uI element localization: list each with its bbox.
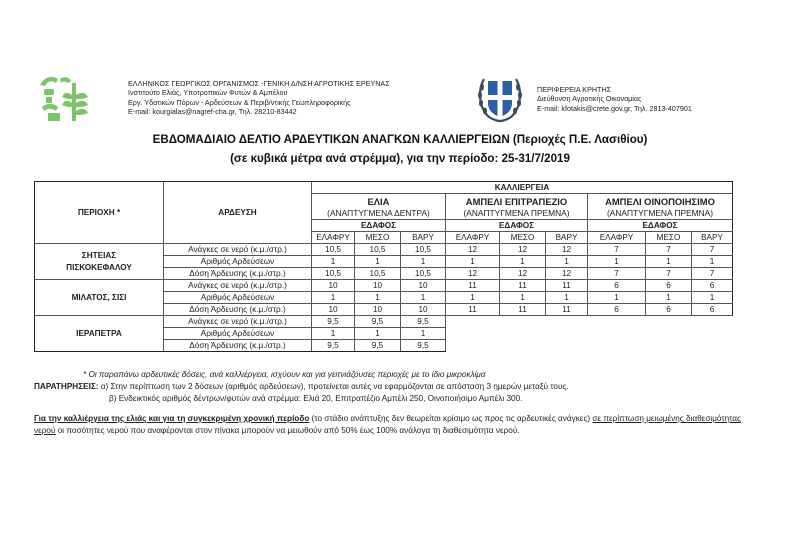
cell: 12 [446, 244, 500, 256]
cell: 11 [446, 304, 500, 316]
cell: 1 [692, 292, 733, 304]
cell: 1 [355, 292, 401, 304]
right-org-contact: E-mail: kfotakis@crete.gov.gr, Τηλ. 2813-407901 [537, 103, 692, 113]
soil-header: ΕΔΑΦΟΣ [588, 220, 733, 232]
row-label-water-needs: Ανάγκες σε νερό (κ.μ./στρ.) [164, 244, 312, 256]
cell: 1 [401, 328, 446, 340]
header-right-organization [475, 73, 692, 125]
note-underlined: σε περίπτωση μειωμένης διαθεσιμότητας νερού [34, 414, 741, 435]
row-label-irrigation-dose: Δόση Άρδευσης (κ.μ./στρ.) [164, 304, 312, 316]
note-emphasis: Για την καλλιέργεια της ελιάς και για τη συγκεκριμένη χρονική περίοδο [34, 414, 310, 423]
cell: 1 [446, 256, 500, 268]
region-sitia [35, 244, 164, 280]
cell: 6 [692, 280, 733, 292]
table-row [35, 244, 733, 256]
soil-medium: ΜΕΣΟ [500, 232, 546, 244]
cell: 9,5 [401, 340, 446, 352]
cell: 1 [401, 292, 446, 304]
soil-medium: ΜΕΣΟ [355, 232, 401, 244]
cell: 1 [312, 328, 355, 340]
cell: 1 [588, 256, 646, 268]
cell: 1 [500, 292, 546, 304]
header-left-organization [38, 73, 390, 123]
cell: 1 [546, 256, 588, 268]
soil-light: ΕΛΑΦΡΥ [588, 232, 646, 244]
cell: 1 [646, 256, 692, 268]
soil-light: ΕΛΑΦΡΥ [312, 232, 355, 244]
crop-name: ΕΛΙΑ [367, 196, 390, 207]
cell: 11 [546, 304, 588, 316]
region-milatos-sisi [35, 280, 164, 316]
crop-wine-grape-subtitle: (ΑΝΑΠΤΥΓΜΕΝΑ ΠΡΕΜΝΑ) [588, 208, 733, 220]
region-name: ΣΗΤΕΙΑΣ [81, 250, 117, 260]
right-org-name: ΠΕΡΙΦΕΡΕΙΑ ΚΡΗΤΗΣ [537, 85, 612, 94]
cell: 10,5 [312, 244, 355, 256]
elgo-demeter-logo-icon [38, 73, 90, 123]
cell: 11 [500, 304, 546, 316]
page-subtitle: (σε κυβικά μέτρα ανά στρέμμα), για την περίοδο: 25-31/7/2019 [230, 152, 570, 165]
column-header-crops: ΚΑΛΛΙΕΡΓΕΙΑ [312, 182, 733, 194]
empty-cell [446, 316, 733, 328]
cell: 10,5 [401, 244, 446, 256]
cell: 1 [546, 292, 588, 304]
left-org-lab: Εργ. Υδατικών Πόρων - Αρδεύσεων & Περιβ/ντικής Γεωπληροφορικής [128, 97, 351, 107]
soil-light: ΕΛΑΦΡΥ [446, 232, 500, 244]
irrigation-table [34, 181, 733, 352]
remarks-label: ΠΑΡΑΤΗΡΗΣΕΙΣ: [34, 382, 99, 391]
soil-heavy: ΒΑΡΥ [546, 232, 588, 244]
cell: 9,5 [312, 340, 355, 352]
cell: 12 [546, 244, 588, 256]
row-label-water-needs: Ανάγκες σε νερό (κ.μ./στρ.) [164, 316, 312, 328]
page-title: ΕΒΔΟΜΑΔΙΑΙΟ ΔΕΛΤΙΟ ΑΡΔΕΥΤΙΚΩΝ ΑΝΑΓΚΩΝ ΚΑΛΛΙΕΡΓΕΙΩΝ (Περιοχές Π.Ε. Λασιθίου) [152, 133, 648, 146]
soil-header: ΕΔΑΦΟΣ [446, 220, 588, 232]
cell: 11 [446, 280, 500, 292]
cell: 1 [355, 256, 401, 268]
crop-name: ΑΜΠΕΛΙ ΟΙΝΟΠΟΙΗΣΙΜΟ [605, 196, 715, 207]
footnote-star: * Οι παραπάνω αρδευτικές δόσεις, ανά καλλιέργεια, ισχύουν και για γειτνιάζουσες περιοχές με το ίδιο μικροκλίμα [83, 370, 486, 379]
cell: 1 [588, 292, 646, 304]
region-name: ΠΙΣΚΟΚΕΦΑΛΟΥ [66, 262, 132, 272]
cell: 6 [588, 304, 646, 316]
crop-name: ΑΜΠΕΛΙ ΕΠΙΤΡΑΠΕΖΙΟ [465, 196, 568, 207]
cell: 1 [401, 256, 446, 268]
cell: 9,5 [355, 340, 401, 352]
cell: 7 [646, 244, 692, 256]
soil-header: ΕΔΑΦΟΣ [312, 220, 446, 232]
empty-cell [446, 340, 733, 352]
empty-cell [446, 328, 733, 340]
cell: 11 [500, 280, 546, 292]
cell: 1 [312, 292, 355, 304]
cell: 12 [446, 268, 500, 280]
cell: 7 [646, 268, 692, 280]
cell: 10 [401, 280, 446, 292]
cell: 10,5 [355, 268, 401, 280]
row-label-irrigations-count: Αριθμός Αρδεύσεων [164, 328, 312, 340]
row-label-water-needs: Ανάγκες σε νερό (κ.μ./στρ.) [164, 280, 312, 292]
remark-a-text: α) Στην περίπτωση των 2 δόσεων (αριθμός αρδεύσεων), προτείνεται αυτές να εφαρμόζονται σε απόσταση 3 ημερών μεταξύ τους. [100, 382, 569, 391]
soil-medium: ΜΕΣΟ [646, 232, 692, 244]
cell: 10 [401, 304, 446, 316]
cell: 1 [355, 328, 401, 340]
right-org-text [537, 85, 692, 113]
row-label-irrigations-count: Αριθμός Αρδεύσεων [164, 256, 312, 268]
region-name: ΙΕΡΑΠΕΤΡΑ [76, 328, 122, 338]
cell: 7 [588, 268, 646, 280]
cell: 12 [500, 268, 546, 280]
crop-table-grape-subtitle: (ΑΝΑΠΤΥΓΜΕΝΑ ΠΡΕΜΝΑ) [446, 208, 588, 220]
remark-b-text: β) Ενδεικτικός αριθμός δέντρων/φυτών ανά στρέμμα: Ελιά 20, Επιτραπέζιο Αμπέλι 250, Οινοποιήσιμο Αμπέλι 300. [109, 394, 523, 403]
cell: 10 [312, 280, 355, 292]
note-text: οι ποσότητες νερού που αναφέρονται στον πίνακα μπορούν να μειωθούν από 50% έως 100% ανάλογα τη διαθεσιμότητα νερού. [55, 425, 520, 435]
region-ierapetra [35, 316, 164, 352]
cell: 9,5 [312, 316, 355, 328]
cell: 1 [446, 292, 500, 304]
table-row [35, 280, 733, 292]
crop-olive-header [312, 194, 446, 209]
left-org-text [128, 79, 390, 117]
olive-note [34, 413, 764, 436]
cell: 10 [355, 280, 401, 292]
cell: 6 [646, 304, 692, 316]
greek-coat-of-arms-icon [475, 73, 525, 125]
cell: 10 [355, 304, 401, 316]
cell: 10,5 [312, 268, 355, 280]
row-label-irrigations-count: Αριθμός Αρδεύσεων [164, 292, 312, 304]
cell: 7 [692, 268, 733, 280]
crop-table-grape-header [446, 194, 588, 209]
row-label-irrigation-dose: Δόση Άρδευσης (κ.μ./στρ.) [164, 268, 312, 280]
cell: 1 [312, 256, 355, 268]
cell: 11 [546, 280, 588, 292]
left-org-name: ΕΛΛΗΝΙΚΟΣ ΓΕΩΡΓΙΚΟΣ ΟΡΓΑΝΙΣΜΟΣ -ΓΕΝΙΚΗ Δ/ΝΣΗ ΑΓΡΟΤΙΚΗΣ ΕΡΕΥΝΑΣ [128, 79, 390, 88]
soil-heavy: ΒΑΡΥ [401, 232, 446, 244]
column-header-irrigation: ΑΡΔΕΥΣΗ [164, 182, 312, 244]
cell: 6 [692, 304, 733, 316]
crop-wine-grape-header [588, 194, 733, 209]
cell: 1 [646, 292, 692, 304]
cell: 1 [692, 256, 733, 268]
cell: 1 [500, 256, 546, 268]
right-org-department: Διεύθυνση Αγροτικής Οικονομίας [537, 94, 642, 104]
cell: 9,5 [355, 316, 401, 328]
cell: 6 [588, 280, 646, 292]
column-header-region: ΠΕΡΙΟΧΗ * [35, 182, 164, 244]
cell: 6 [646, 280, 692, 292]
cell: 12 [546, 268, 588, 280]
row-label-irrigation-dose: Δόση Άρδευσης (κ.μ./στρ.) [164, 340, 312, 352]
cell: 9,5 [401, 316, 446, 328]
cell: 10,5 [355, 244, 401, 256]
cell: 10 [312, 304, 355, 316]
cell: 10,5 [401, 268, 446, 280]
note-text: (το στάδιο ανάπτυξης δεν θεωρείται κρίσιμο ως προς τις αρδευτικές ανάγκες) [309, 414, 593, 423]
table-row [35, 316, 733, 328]
cell: 7 [588, 244, 646, 256]
left-org-institute: Ινστιτούτο Ελιάς, Υποτροπικών Φυτών & Αμπέλου [128, 88, 288, 98]
cell: 12 [500, 244, 546, 256]
crop-olive-subtitle: (ΑΝΑΠΤΥΓΜΕΝΑ ΔΕΝΤΡΑ) [312, 208, 446, 220]
region-name: ΜΙΛΑΤΟΣ, ΣΙΣΙ [71, 292, 127, 302]
soil-heavy: ΒΑΡΥ [692, 232, 733, 244]
remarks-a [34, 382, 569, 391]
cell: 7 [692, 244, 733, 256]
left-org-contact: E-mail: kourgialas@nagref-cha.gr, Τηλ. 28210-83442 [128, 107, 297, 117]
